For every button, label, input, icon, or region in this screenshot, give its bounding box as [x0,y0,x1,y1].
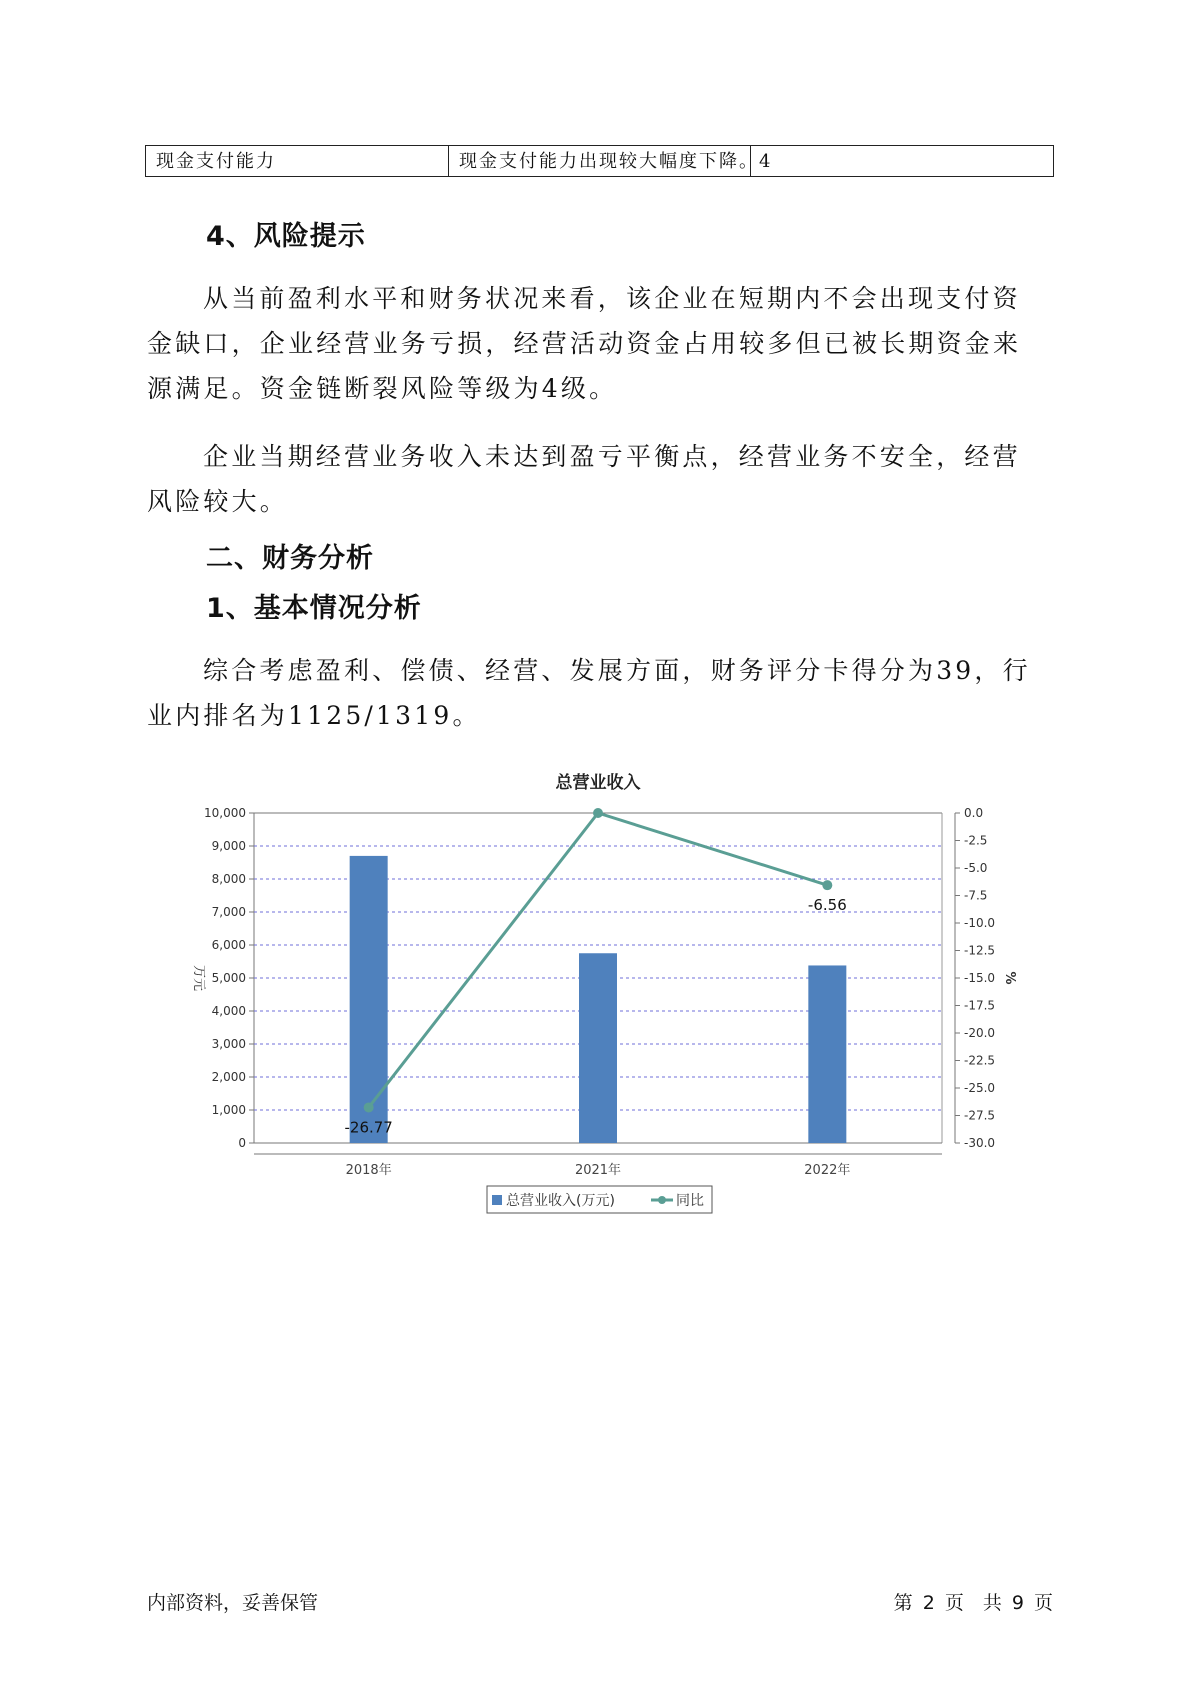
legend-bar-label: 总营业收入(万元) [506,1193,615,1209]
x-tick-label: 2018年 [345,1163,392,1178]
right-tick-label: -7.5 [964,888,988,903]
footer-confidential: 内部资料，妥善保管 [147,1592,319,1614]
subsection-heading-basic: 1、基本情况分析 [206,593,422,624]
chart-title: 总营业收入 [555,773,641,793]
basic-analysis-paragraph: 综合考虑盈利、偿债、经营、发展方面，财务评分卡得分为39，行业内排名为1125/1319。 [147,656,1031,730]
x-tick-label: 2022年 [804,1163,851,1178]
section-heading-finance: 二、财务分析 [206,543,374,574]
legend-line-marker [658,1196,666,1204]
right-tick-label: -30.0 [964,1136,996,1150]
right-tick-label: -10.0 [964,916,996,930]
table-cell-level: 4 [759,151,773,172]
risk-paragraph-1: 从当前盈利水平和财务状况来看，该企业在短期内不会出现支付资金缺口，企业经营业务亏损，经营活动资金占用较多但已被长期资金来源满足。资金链断裂风险等级为4级。 [147,284,1022,403]
legend-bar-swatch [492,1195,502,1205]
right-tick-label: -5.0 [964,861,988,875]
x-tick-label: 2021年 [574,1163,622,1178]
section-heading-risk: 4、风险提示 [206,221,366,252]
left-tick-label: 4,000 [211,1004,246,1018]
yoy-point-2018年 [364,1102,374,1112]
left-tick-label: 7,000 [211,905,246,919]
table-cell-item: 现金支付能力 [146,146,449,176]
left-tick-label: 6,000 [211,938,246,952]
left-tick-label: 1,000 [211,1103,246,1117]
left-tick-label: 8,000 [211,872,246,886]
right-tick-label: -25.0 [964,1081,996,1095]
right-tick-label: -12.5 [964,943,996,958]
legend-line-label: 同比 [676,1193,704,1209]
left-tick-label: 9,000 [211,839,246,853]
right-tick-label: -15.0 [964,971,996,985]
left-tick-label: 3,000 [211,1037,246,1051]
left-tick-label: 10,000 [204,806,246,820]
left-tick-label: 0 [238,1136,246,1150]
risk-paragraph-2: 企业当期经营业务收入未达到盈亏平衡点，经营业务不安全，经营风险较大。 [147,442,1021,516]
right-tick-label: 0.0 [964,806,984,820]
yoy-point-2022年 [822,880,832,890]
left-tick-label: 2,000 [211,1070,246,1084]
right-tick-label: -22.5 [964,1053,996,1068]
right-tick-label: -17.5 [964,998,996,1013]
table-cell-description: 现金支付能力出现较大幅度下降。 [449,146,751,176]
right-tick-label: -2.5 [964,833,988,848]
bar-2021年 [579,953,617,1143]
bar-2022年 [808,965,846,1143]
yoy-data-label: -6.56 [807,896,847,915]
left-axis-label: 万元 [191,964,206,992]
yoy-data-label: -26.77 [344,1118,393,1137]
right-axis-label: % [1002,971,1017,985]
yoy-point-2021年 [593,808,603,818]
right-tick-label: -20.0 [964,1026,996,1040]
right-tick-label: -27.5 [964,1108,996,1123]
bar-2018年 [350,856,388,1143]
footer-page-number: 第 2 页 共 9 页 [893,1592,1053,1614]
left-tick-label: 5,000 [211,971,246,985]
